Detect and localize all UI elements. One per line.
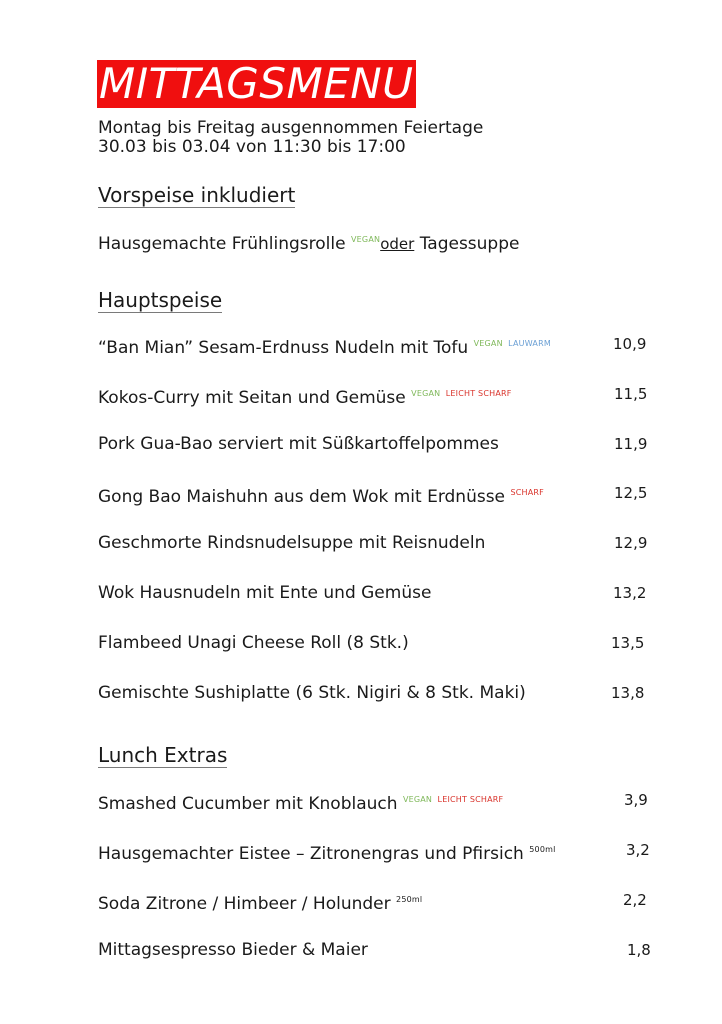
dish-name: Wok Hausnudeln mit Ente und Gemüse xyxy=(98,583,432,603)
extra-name: Mittagsespresso Bieder & Maier xyxy=(98,940,368,960)
dish-name: “Ban Mian” Sesam-Erdnuss Nudeln mit Tofu xyxy=(98,338,469,358)
menu-item-row xyxy=(98,632,658,654)
size-tag: 500ml xyxy=(529,845,556,854)
spicy-tag: SCHARF xyxy=(510,488,544,497)
dish-name: Gong Bao Maishuhn aus dem Wok mit Erdnüsse xyxy=(98,487,506,507)
menu-title: MITTAGSMENU xyxy=(97,60,416,108)
extra-item-row xyxy=(98,839,658,864)
extra-item-name xyxy=(98,839,556,865)
starter-item-a: Hausgemachte Frühlingsrolle xyxy=(98,234,346,254)
extra-item-row xyxy=(98,939,658,961)
menu-item-name xyxy=(98,582,431,604)
menu-item-price: 13,5 xyxy=(611,634,645,652)
vegan-tag: VEGAN xyxy=(351,235,381,244)
menu-item-price: 11,9 xyxy=(614,435,648,453)
menu-item-name xyxy=(98,532,485,554)
menu-item-row xyxy=(98,333,658,358)
extra-item-price: 3,9 xyxy=(624,791,648,809)
menu-item-row xyxy=(98,482,658,507)
extra-name: Soda Zitrone / Himbeer / Holunder xyxy=(98,894,391,914)
dish-name: Gemischte Sushiplatte (6 Stk. Nigiri & 8 Stk. Maki) xyxy=(98,683,526,703)
menu-item-name xyxy=(98,632,409,654)
extra-item-price: 2,2 xyxy=(623,891,647,909)
vegan-tag: VEGAN xyxy=(402,795,433,804)
menu-item-row xyxy=(98,433,658,455)
dish-name: Geschmorte Rindsnudelsuppe mit Reisnudeln xyxy=(98,533,486,553)
extra-name: Smashed Cucumber mit Knoblauch xyxy=(98,794,398,814)
extra-item-price: 1,8 xyxy=(627,941,651,959)
menu-item-price: 13,8 xyxy=(611,684,645,702)
section-heading-starter: Vorspeise inkludiert xyxy=(98,183,296,207)
menu-subtitle-days: Montag bis Freitag ausgennommen Feiertage xyxy=(98,118,484,138)
dish-name: Kokos-Curry mit Seitan und Gemüse xyxy=(98,388,406,408)
menu-item-price: 12,9 xyxy=(614,534,648,552)
menu-item-name xyxy=(98,433,499,455)
section-heading-main: Hauptspeise xyxy=(98,288,223,312)
starter-item-b: Tagessuppe xyxy=(419,234,520,254)
menu-item-price: 11,5 xyxy=(614,385,648,403)
section-heading-extras: Lunch Extras xyxy=(98,743,228,767)
extra-item-price: 3,2 xyxy=(626,841,650,859)
menu-item-name xyxy=(98,383,512,409)
starter-row xyxy=(98,229,658,254)
menu-item-price: 10,9 xyxy=(613,335,647,353)
extra-item-name xyxy=(98,889,422,915)
extra-item-row xyxy=(98,789,658,814)
dish-name: Flambeed Unagi Cheese Roll (8 Stk.) xyxy=(98,633,409,653)
menu-subtitle-dates: 30.03 bis 03.04 von 11:30 bis 17:00 xyxy=(98,137,406,157)
menu-item-name xyxy=(98,333,551,359)
menu-item-name xyxy=(98,482,544,508)
vegan-tag: VEGAN xyxy=(473,339,503,348)
menu-item-price: 12,5 xyxy=(614,484,648,502)
spicy-tag: LEICHT SCHARF xyxy=(445,389,512,398)
extra-item-name xyxy=(98,789,503,815)
menu-item-name xyxy=(98,682,526,704)
extra-item-name xyxy=(98,939,368,961)
dish-name: Pork Gua-Bao serviert mit Süßkartoffelpommes xyxy=(98,434,499,454)
vegan-tag: VEGAN xyxy=(411,389,441,398)
extra-name: Hausgemachter Eistee – Zitronengras und Pfirsich xyxy=(98,844,524,864)
menu-item-row xyxy=(98,383,658,408)
menu-item-row xyxy=(98,582,658,604)
extra-item-row xyxy=(98,889,658,914)
menu-item-row xyxy=(98,682,658,704)
starter-item xyxy=(98,229,519,255)
spicy-tag: LEICHT SCHARF xyxy=(437,795,504,804)
menu-item-row xyxy=(98,532,658,554)
menu-item-price: 13,2 xyxy=(613,584,647,602)
starter-connector: oder xyxy=(380,235,415,253)
size-tag: 250ml xyxy=(396,895,423,904)
lauwarm-tag: LAUWARM xyxy=(508,339,551,348)
